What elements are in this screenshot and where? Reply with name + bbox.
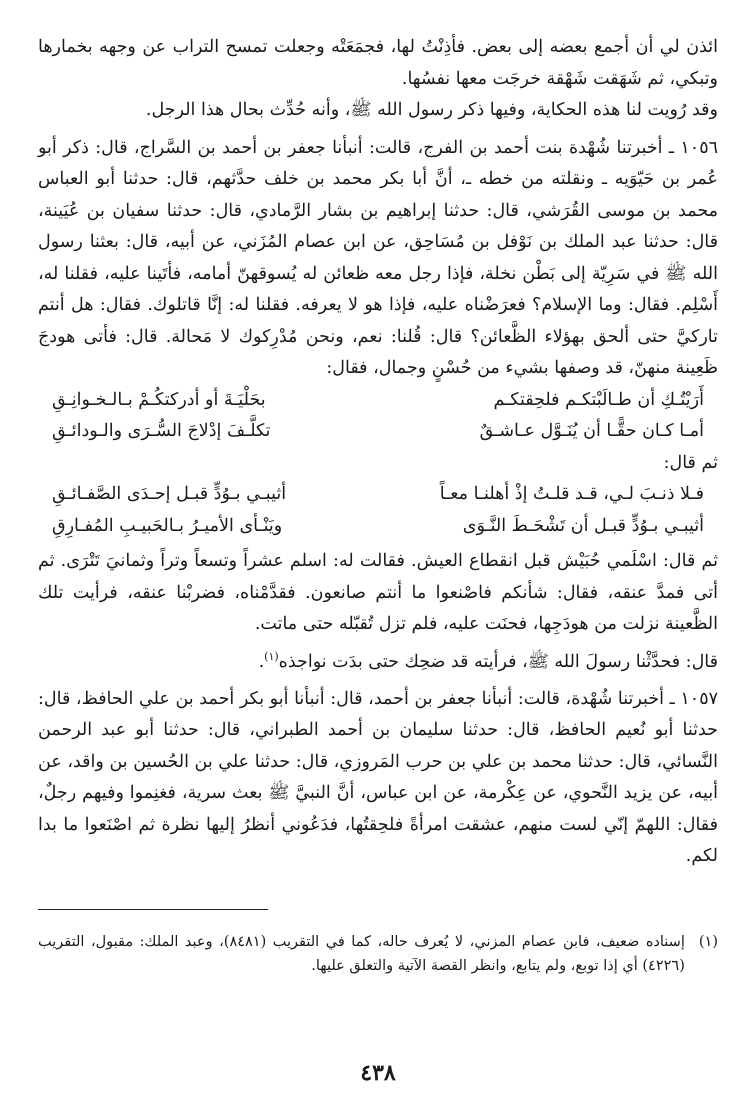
footnote — [38, 930, 718, 978]
footnote-text: إسناده ضعيف، فابن عصام المزني، لا يُعرف حاله، كما في التقريب (٨٤٨١)، وعبد الملك: مقبول، التقريب (٤٢٢٦) أي إذا توبع، ولم يتابع، وانظر القصة الآتية والتعلق عليها. — [38, 933, 685, 974]
paragraph-story-ending: ائذن لي أن أجمع بعضه إلى بعض. فأذِنْتُ لها، فجمَعَتْه وجعلت تمسح التراب عن وجهه بخمارها وتبكي، ثم شَهَقت شَهْقة خرجَت معها نفسُها. — [38, 37, 718, 89]
prophet-reaction-text: قال: فحدَّثْنا رسولَ الله ﷺ، فرأيته قد ضحِك حتى بدَت نواجذه — [278, 651, 718, 672]
poem-verses-1 — [38, 385, 718, 448]
poem-line-3-first-hemistich: فـلا ذنـبَ لـي، قـد قلـتُ إذْ أهلنـا معـاً — [439, 484, 704, 504]
paragraph-prophet-reaction — [38, 641, 718, 678]
hadith-1057: ١٠٥٧ ـ أخبرتنا شُهْدة، قالت: أنبأنا جعفر بن أحمد، قال: أنبأنا أبو بكر أحمد بن علي الحافظ، قال: حدثنا أبو نُعيم الحافظ، قال: حدثنا سليمان بن أحمد الطبراني، قال: حدثنا أبو عبد الرحمن النَّسائي، قال: حدثنا محمد بن علي بن حرب المَروزي، قال: حدثنا علي بن الحُسين بن واقد، عن أبيه، عن يزيد النَّحوي، عن عِكْرمة، عن ابن عباس، أنَّ النبيَّ ﷺ بعث سرية، فغنِموا وفيهم رجلٌ، فقال: اللهمّ إنّي لست منهم، عشقت امرأةً فلحِقتُها، فدَعُوني أنظرُ إليها نظرة ثم اصْنَعوا ما بدا لكم. — [38, 688, 718, 867]
footnote-reference[interactable]: (١) — [264, 649, 279, 663]
prophet-reaction-end: . — [258, 651, 265, 672]
poem-line-2-second-hemistich: تكلَّـفَ إدْلاجَ السُّـرَى والـودائـقِ — [52, 421, 271, 441]
poem-line-4-second-hemistich: ويَنْـأى الأميـرُ بـالحَبيـبِ المُفـارِقِ — [52, 515, 283, 536]
main-text — [38, 32, 718, 385]
footnote-number: (١) — [698, 933, 718, 950]
hadith-1056: ١٠٥٦ ـ أخبرتنا شُهْدة بنت أحمد بن الفرج، قالت: أنبأنا جعفر بن أحمد بن السَّراج، قال: ذكر أبو عُمر بن حَيّوَيه ـ ونقلته من خطه ـ، أنَّ أبا بكر محمد بن خلف حدَّثهم، قال: حدثنا أبو العباس محمد بن موسى القُرَشي، قال: حدثنا إبراهيم بن بشار الرَّمادي، قال: حدثنا سفيان بن عُيَينة، قال: حدثنا عبد الملك بن نَوْفل بن مُسَاحِق، عن ابن عصام المُزَني، عن أبيه، قال: بعثنا رسول الله ﷺ في سَرِيّة إلى بَطْن نخلة، فإذا رجل معه ظعائن له يُسوقهنّ أمامه، فأتَينا عليه، فقلنا له، أَسْلِم. فقال: وما الإسلام؟ فعرَضْناه عليه، فإذا هو لا يعرفه. فقلنا له: إنَّا قاتلوك. فقال: هل أنتم تاركيَّ حتى ألحق بهؤلاء الظَّعائن؟ قال: قُلنا: نعم، ونحن مُدْرِكوك لا مَحالة. قال: فأتى هودجَ ظَعِينة منهنّ، قد وصفها بشيء من حُسْنٍ وجمال، فقال: — [38, 137, 718, 378]
poem-intro: ثم قال: — [663, 452, 718, 473]
paragraph-narration-note: وقد رُويت لنا هذه الحكاية، وفيها ذكر رسول الله ﷺ، وأنه حُدِّث بحال هذا الرجل. — [145, 100, 718, 120]
main-text-continued — [38, 546, 718, 873]
poem-line-1-second-hemistich: بحَلْيَـةَ أو أدركتكُـمْ بـالـخـوانِـقِ — [52, 389, 266, 410]
poem-verses-2 — [38, 479, 718, 542]
poem-line-1-first-hemistich: أَرَيْتُـكِ أن طـالَبْتكـم فلحِقتكـم — [493, 389, 704, 410]
poem-line-4-first-hemistich: أثيبـي بـوُدٍّ قبـل أن تَشْحَـطَ النَّـوَى — [462, 515, 704, 536]
footnote-divider — [38, 909, 268, 910]
poem-line-2-first-hemistich: أمـا كـان حقًّـا أن يُنَـوَّل عـاشـقٌ — [479, 421, 704, 441]
page-number: ٤٣٨ — [360, 1060, 396, 1086]
poem-line-3-second-hemistich: أثيبـي بـوُدٍّ قبـل إحـدَى الصَّفـائـقِ — [52, 484, 287, 504]
paragraph-story-conclusion: ثم قال: اسْلَمي حُبَيْش قبل انقطاع العيش. فقالت له: اسلم عشراً وتسعاً وتراً وثمانيَ تَتْرَى. ثم أتى فمدَّ عنقه، فقال: شأنكم فاصْنعوا ما أنتم صانعون. فقدَّمْناه، فضربْنا عنقه، فرأيت تلك الظَّعينة نزلت من هودَجِها، فحنَت عليه، فلم تزل تُقبّله حتى ماتت. — [38, 551, 718, 634]
poem-intro-wrapper — [38, 448, 718, 480]
